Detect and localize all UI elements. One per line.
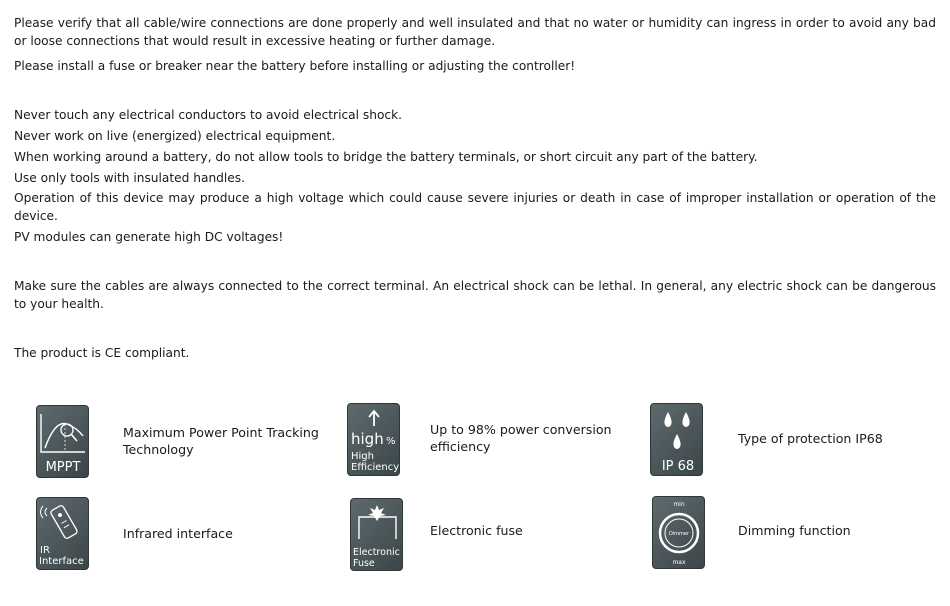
svg-text:IR: IR [40,545,50,556]
feature-label-fuse: Electronic fuse [430,523,523,538]
svg-text:Dimmer: Dimmer [668,531,690,537]
feature-label-ip68: Type of protection IP68 [738,431,883,446]
svg-text:high: high [351,430,384,448]
feature-label-dimming: Dimming function [738,523,851,538]
cable-terminal-warning: Make sure the cables are always connected to the correct terminal. An electrical shock can be lethal. In general, any electric shock can be dangerous to your health. [14,279,936,311]
ir-interface-icon [36,497,89,570]
ce-compliance-note: The product is CE compliant. [14,346,190,360]
battery-terminal-warning: When working around a battery, do not allow tools to bridge the battery terminals, or short circuit any part of the battery. [14,150,758,164]
feature-label-ir: Infrared interface [123,526,233,541]
pv-voltage-warning: PV modules can generate high DC voltages! [14,230,284,244]
fuse-install-warning: Please install a fuse or breaker near the battery before installing or adjusting the controller! [14,59,576,73]
live-equipment-warning: Never work on live (energized) electrical equipment. [14,129,336,143]
high-voltage-warning: Operation of this device may produce a high voltage which could cause severe injuries or death in case of improper installation or operation of the device. [14,191,936,223]
cable-connection-warning: Please verify that all cable/wire connections are done properly and well insulated and that no water or humidity can ingress in order to avoid any bad or loose connections that would result in excessive heating or further damage. [14,16,936,48]
electronic-fuse-icon [350,498,403,571]
svg-text:max: max [672,559,686,566]
svg-text:Efficiency: Efficiency [351,462,400,473]
feature-label-efficiency: Up to 98% power conversion efficiency [430,422,612,454]
insulated-tools-warning: Use only tools with insulated handles. [14,171,246,185]
svg-text:Fuse: Fuse [353,558,375,569]
mppt-icon [36,405,89,478]
svg-text:High: High [351,451,374,462]
svg-text:Electronic: Electronic [353,547,400,558]
ip68-icon [650,403,703,476]
svg-text:IP 68: IP 68 [661,459,695,474]
svg-text:Interface: Interface [39,556,84,567]
conductor-warning: Never touch any electrical conductors to avoid electrical shock. [14,108,403,122]
high-efficiency-icon [347,403,400,476]
svg-text:min: min [673,501,685,508]
dimming-icon [652,496,705,569]
svg-text:%: % [386,436,396,447]
feature-label-mppt: Maximum Power Point Tracking Technology [123,425,319,457]
svg-text:MPPT: MPPT [45,460,81,475]
